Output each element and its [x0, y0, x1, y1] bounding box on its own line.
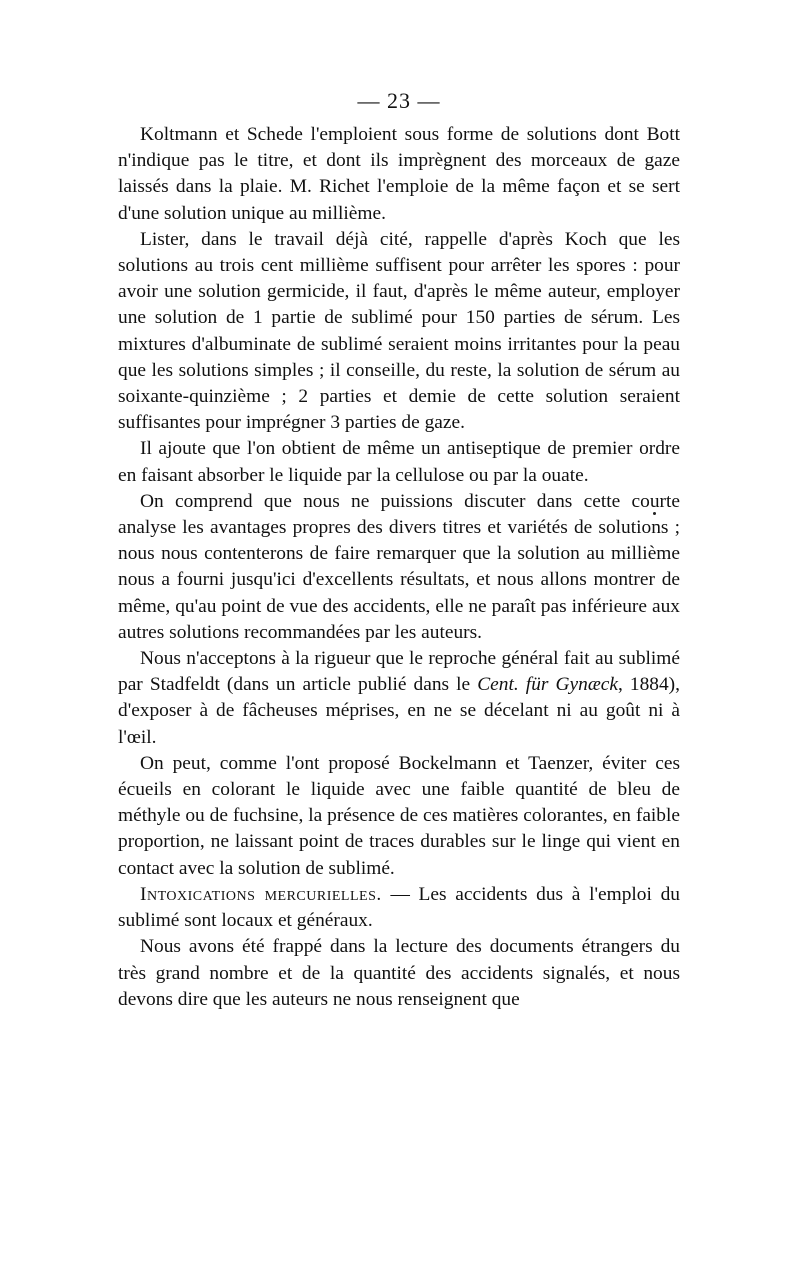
page-body — [118, 88, 680, 1013]
journal-title: Cent. für Gynæck — [477, 674, 618, 696]
paragraph-text: , 1884), d'exposer à de fâcheuses méprises, en ne se décelant ni au goût ni à l'œil. — [118, 674, 680, 748]
paragraph-3 — [118, 436, 680, 488]
paragraph-text: Nous n'acceptons à la rigueur que le reproche général fait au sublimé par Stadfeldt (dans un article publié dans le — [118, 648, 680, 696]
paragraph-text: Koltmann et Schede l'emploient sous forme de solutions dont Bott n'indique pas le titre, et dont ils imprègnent des morceaux de gaze laissés dans la plaie. M. Richet l'emploie de la même façon et se sert d'une solution unique au millième. — [118, 124, 680, 224]
paragraph-text: On comprend que nous ne puissions discuter dans cette courte analyse les avantages propres des divers titres et variétés de solutions ; nous nous contenterons de faire remarquer que la solution au millième nous a fourni jusqu'ici d'excellents résultats, et nous allons montrer de même, qu'au point de vue des accidents, elle ne paraît pas inférieure aux autres solutions recommandées par les auteurs. — [118, 490, 680, 643]
paragraph-text: On peut, comme l'ont proposé Bockelmann et Taenzer, éviter ces écueils en colorant le liquide avec une faible quantité de bleu de méthyle ou de fuchsine, la présence de ces matières colorantes, en faible proportion, ne laissant point de traces durables sur le linge qui vient en contact avec la solution de sublimé. — [118, 752, 680, 879]
paragraph-5 — [118, 646, 680, 751]
ink-speck — [653, 512, 656, 515]
paragraph-text: Nous avons été frappé dans la lecture des documents étrangers du très grand nombre et de la quantité des accidents signalés, et nous devons dire que les auteurs ne nous renseignent que — [118, 936, 680, 1010]
paragraph-1 — [118, 122, 680, 227]
paragraph-8 — [118, 934, 680, 1013]
paragraph-6 — [118, 751, 680, 882]
paragraph-7 — [118, 882, 680, 934]
paragraph-text: Lister, dans le travail déjà cité, rappelle d'après Koch que les solutions au trois cent millième suffisent pour arrêter les spores : pour avoir une solution germicide, il faut, d'après le même auteur, employer une solution de 1 partie de sublimé pour 150 parties de sérum. Les mixtures d'albuminate de sublimé seraient moins irritantes pour la peau que les solutions simples ; il conseille, du reste, la solution de sérum au soixante-quinzième ; 2 parties et demie de cette solution seraient suffisantes pour imprégner 3 parties de gaze. — [118, 228, 680, 434]
section-heading: Intoxications mercurielles. — [140, 883, 382, 905]
paragraph-2 — [118, 227, 680, 437]
page-number: — 23 — — [357, 88, 441, 113]
paragraph-text: — Les accidents dus à l'emploi du sublimé sont locaux et généraux. — [118, 883, 680, 932]
paragraph-4 — [118, 489, 680, 646]
paragraph-text: Il ajoute que l'on obtient de même un antiseptique de premier ordre en faisant absorber le liquide par la cellulose ou par la ouate. — [118, 438, 680, 486]
